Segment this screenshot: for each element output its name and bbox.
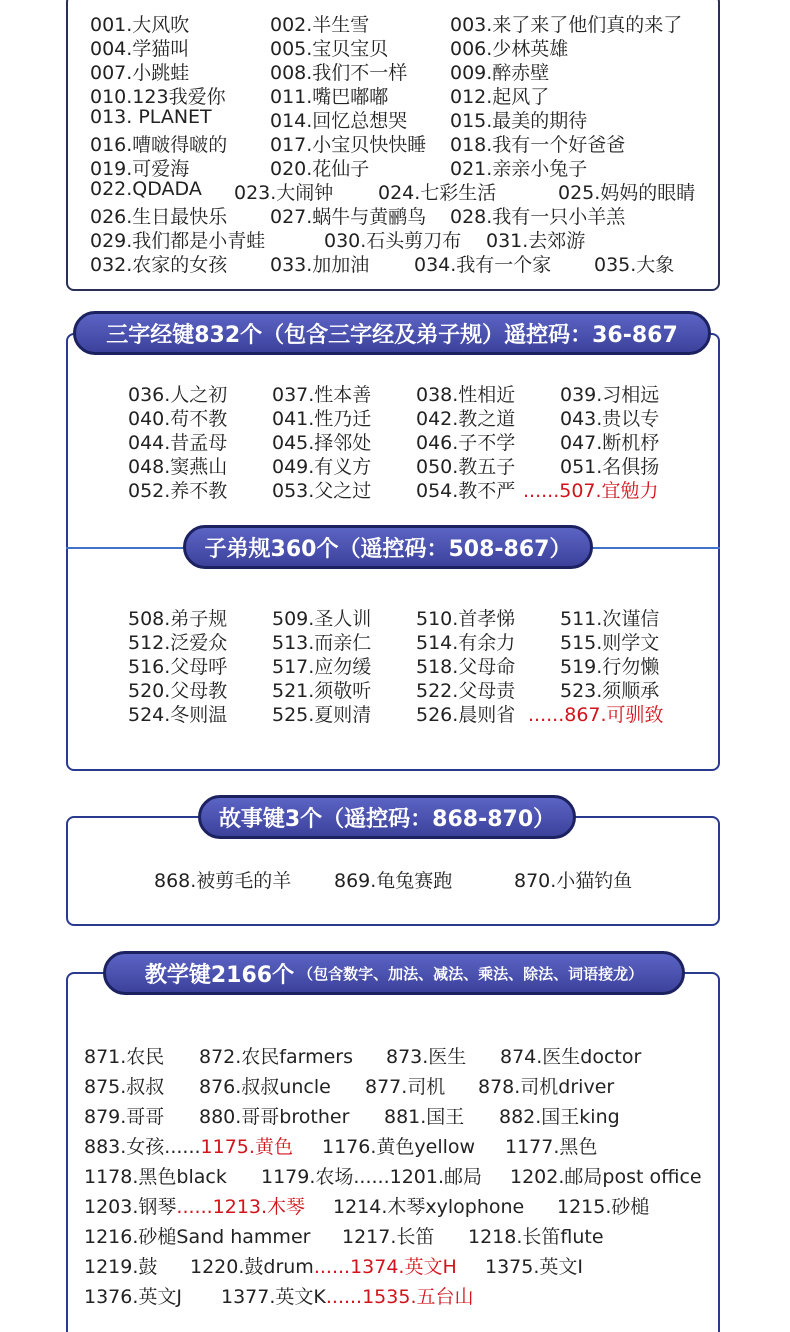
lesson-item: 876.叔叔uncle (199, 1076, 331, 1098)
verse-item: 039.习相远 (560, 384, 660, 406)
lesson-item: 1217.长笛 (342, 1226, 435, 1248)
verse-item: 523.须顺承 (560, 680, 660, 702)
story-item: 869.龟兔赛跑 (334, 870, 453, 892)
range-end-label: ......1213.木琴 (176, 1196, 306, 1218)
verse-item: 509.圣人训 (272, 608, 372, 630)
song-item: 011.嘴巴嘟嘟 (270, 86, 389, 108)
song-item: 021.亲亲小兔子 (450, 158, 588, 180)
lesson-item: 1218.长笛flute (468, 1226, 604, 1248)
teaching-title-note: （包含数字、加法、减法、乘法、除法、词语接龙） (298, 964, 644, 983)
lesson-item: 1214.木琴xylophone (333, 1196, 525, 1218)
lesson-item: 1203.钢琴......1213.木琴 (84, 1196, 306, 1218)
verse-item: 508.弟子规 (128, 608, 228, 630)
song-item: 031.去郊游 (486, 230, 586, 252)
verse-item: 048.窦燕山 (128, 456, 228, 478)
song-item: 035.大象 (594, 254, 675, 276)
song-item: 019.可爱海 (90, 158, 190, 180)
verse-item: 050.教五子 (416, 456, 516, 478)
verse-item: 036.人之初 (128, 384, 228, 406)
song-item: 018.我有一个好爸爸 (450, 134, 626, 156)
song-item: 010.123我爱你 (90, 86, 226, 108)
verse-item: 040.苟不教 (128, 408, 228, 430)
verse-item: 526.晨则省 (416, 704, 516, 726)
lesson-item: 877.司机 (365, 1076, 446, 1098)
lesson-item: 1375.英文I (485, 1256, 583, 1278)
range-end-label: ......1535.五台山 (325, 1286, 474, 1308)
range-end-label: ......867.可驯致 (528, 704, 664, 726)
verse-item: 510.首孝悌 (416, 608, 516, 630)
verse-item: 513.而亲仁 (272, 632, 372, 654)
song-item: 032.农家的女孩 (90, 254, 228, 276)
verse-item: 525.夏则清 (272, 704, 372, 726)
song-item: 020.花仙子 (270, 158, 370, 180)
song-item: 024.七彩生活 (378, 182, 497, 204)
verse-item: 038.性相近 (416, 384, 516, 406)
song-item: 014.回忆总想哭 (270, 110, 408, 132)
song-item: 015.最美的期待 (450, 110, 588, 132)
verse-item: 054.教不严 (416, 480, 516, 502)
verse-item: 512.泛爱众 (128, 632, 228, 654)
song-item: 012.起风了 (450, 86, 550, 108)
lesson-item: 1376.英文J (84, 1286, 182, 1308)
song-item: 023.大闹钟 (234, 182, 334, 204)
sanzijing-title: 三字经键832个（包含三字经及弟子规）遥控码：36-867 (73, 311, 711, 355)
verse-item: 517.应勿缓 (272, 656, 372, 678)
lesson-item: 1220.鼓drum......1374.英文H (190, 1256, 457, 1278)
verse-item: 053.父之过 (272, 480, 372, 502)
dizigui-title: 子弟规360个（遥控码：508-867） (183, 525, 593, 569)
story-item: 868.被剪毛的羊 (154, 870, 292, 892)
lesson-item: 872.农民farmers (199, 1046, 354, 1068)
lesson-item: 1215.砂槌 (557, 1196, 650, 1218)
verse-item: 522.父母责 (416, 680, 516, 702)
song-item: 008.我们不一样 (270, 62, 408, 84)
lesson-item: 1202.邮局post office (510, 1166, 702, 1188)
verse-item: 518.父母命 (416, 656, 516, 678)
verse-item: 041.性乃迁 (272, 408, 372, 430)
lesson-item: 881.国王 (384, 1106, 465, 1128)
lesson-item: 1176.黄色yellow (322, 1136, 476, 1158)
song-item: 009.醉赤壁 (450, 62, 550, 84)
lesson-item: 882.国王king (499, 1106, 620, 1128)
song-item: 030.石头剪刀布 (324, 230, 462, 252)
song-item: 027.蜗牛与黄鹂鸟 (270, 206, 427, 228)
lesson-item: 875.叔叔 (84, 1076, 165, 1098)
teaching-title-main: 教学键2166个 (144, 962, 295, 988)
lesson-item: 1179.农场......1201.邮局 (261, 1166, 483, 1188)
range-end-label: ......507.宜勉力 (523, 480, 659, 502)
verse-item: 519.行勿懒 (560, 656, 660, 678)
song-item: 017.小宝贝快快睡 (270, 134, 427, 156)
verse-item: 042.教之道 (416, 408, 516, 430)
song-item: 033.加加油 (270, 254, 370, 276)
teaching-title (103, 951, 685, 995)
song-item: 026.生日最快乐 (90, 206, 228, 228)
verse-item: 049.有义方 (272, 456, 372, 478)
range-end-label: ......1374.英文H (313, 1256, 457, 1278)
song-item: 004.学猫叫 (90, 38, 190, 60)
verse-item: 511.次谨信 (560, 608, 660, 630)
story-title: 故事键3个（遥控码：868-870） (198, 795, 576, 839)
lesson-item: 880.哥哥brother (199, 1106, 350, 1128)
song-item: 001.大风吹 (90, 14, 190, 36)
song-item: 034.我有一个家 (414, 254, 552, 276)
song-item: 003.来了来了他们真的来了 (450, 14, 683, 36)
lesson-item: 1377.英文K......1535.五台山 (221, 1286, 474, 1308)
lesson-item: 871.农民 (84, 1046, 165, 1068)
lesson-item: 879.哥哥 (84, 1106, 165, 1128)
story-item: 870.小猫钓鱼 (514, 870, 633, 892)
lesson-item: 874.医生doctor (500, 1046, 642, 1068)
verse-item: 521.须敬听 (272, 680, 372, 702)
verse-item: 045.择邻处 (272, 432, 372, 454)
verse-item: 051.名俱扬 (560, 456, 660, 478)
song-item: 007.小跳蛙 (90, 62, 190, 84)
verse-item: 515.则学文 (560, 632, 660, 654)
lesson-item: 1177.黑色 (505, 1136, 598, 1158)
song-item: 002.半生雪 (270, 14, 370, 36)
verse-item: 047.断机杼 (560, 432, 660, 454)
song-item: 005.宝贝宝贝 (270, 38, 389, 60)
verse-item: 046.子不学 (416, 432, 516, 454)
verse-item: 516.父母呼 (128, 656, 228, 678)
range-end-label: 1175.黄色 (200, 1136, 293, 1158)
verse-item: 037.性本善 (272, 384, 372, 406)
verse-item: 514.有余力 (416, 632, 516, 654)
song-item: 016.嘈啵得啵的 (90, 134, 228, 156)
verse-item: 520.父母教 (128, 680, 228, 702)
lesson-item: 1178.黑色black (84, 1166, 227, 1188)
song-item: 013. PLANET (90, 106, 212, 128)
song-item: 025.妈妈的眼睛 (558, 182, 696, 204)
verse-item: 524.冬则温 (128, 704, 228, 726)
lesson-item: 883.女孩......1175.黄色 (84, 1136, 293, 1158)
verse-item: 043.贵以专 (560, 408, 660, 430)
lesson-item: 1219.鼓 (84, 1256, 158, 1278)
song-item: 006.少林英雄 (450, 38, 569, 60)
verse-item: 044.昔孟母 (128, 432, 228, 454)
lesson-item: 873.医生 (386, 1046, 467, 1068)
song-item: 029.我们都是小青蛙 (90, 230, 266, 252)
song-item: 022.QDADA (90, 178, 202, 200)
verse-item: 052.养不教 (128, 480, 228, 502)
lesson-item: 878.司机driver (478, 1076, 615, 1098)
lesson-item: 1216.砂槌Sand hammer (84, 1226, 311, 1248)
song-item: 028.我有一只小羊羔 (450, 206, 626, 228)
